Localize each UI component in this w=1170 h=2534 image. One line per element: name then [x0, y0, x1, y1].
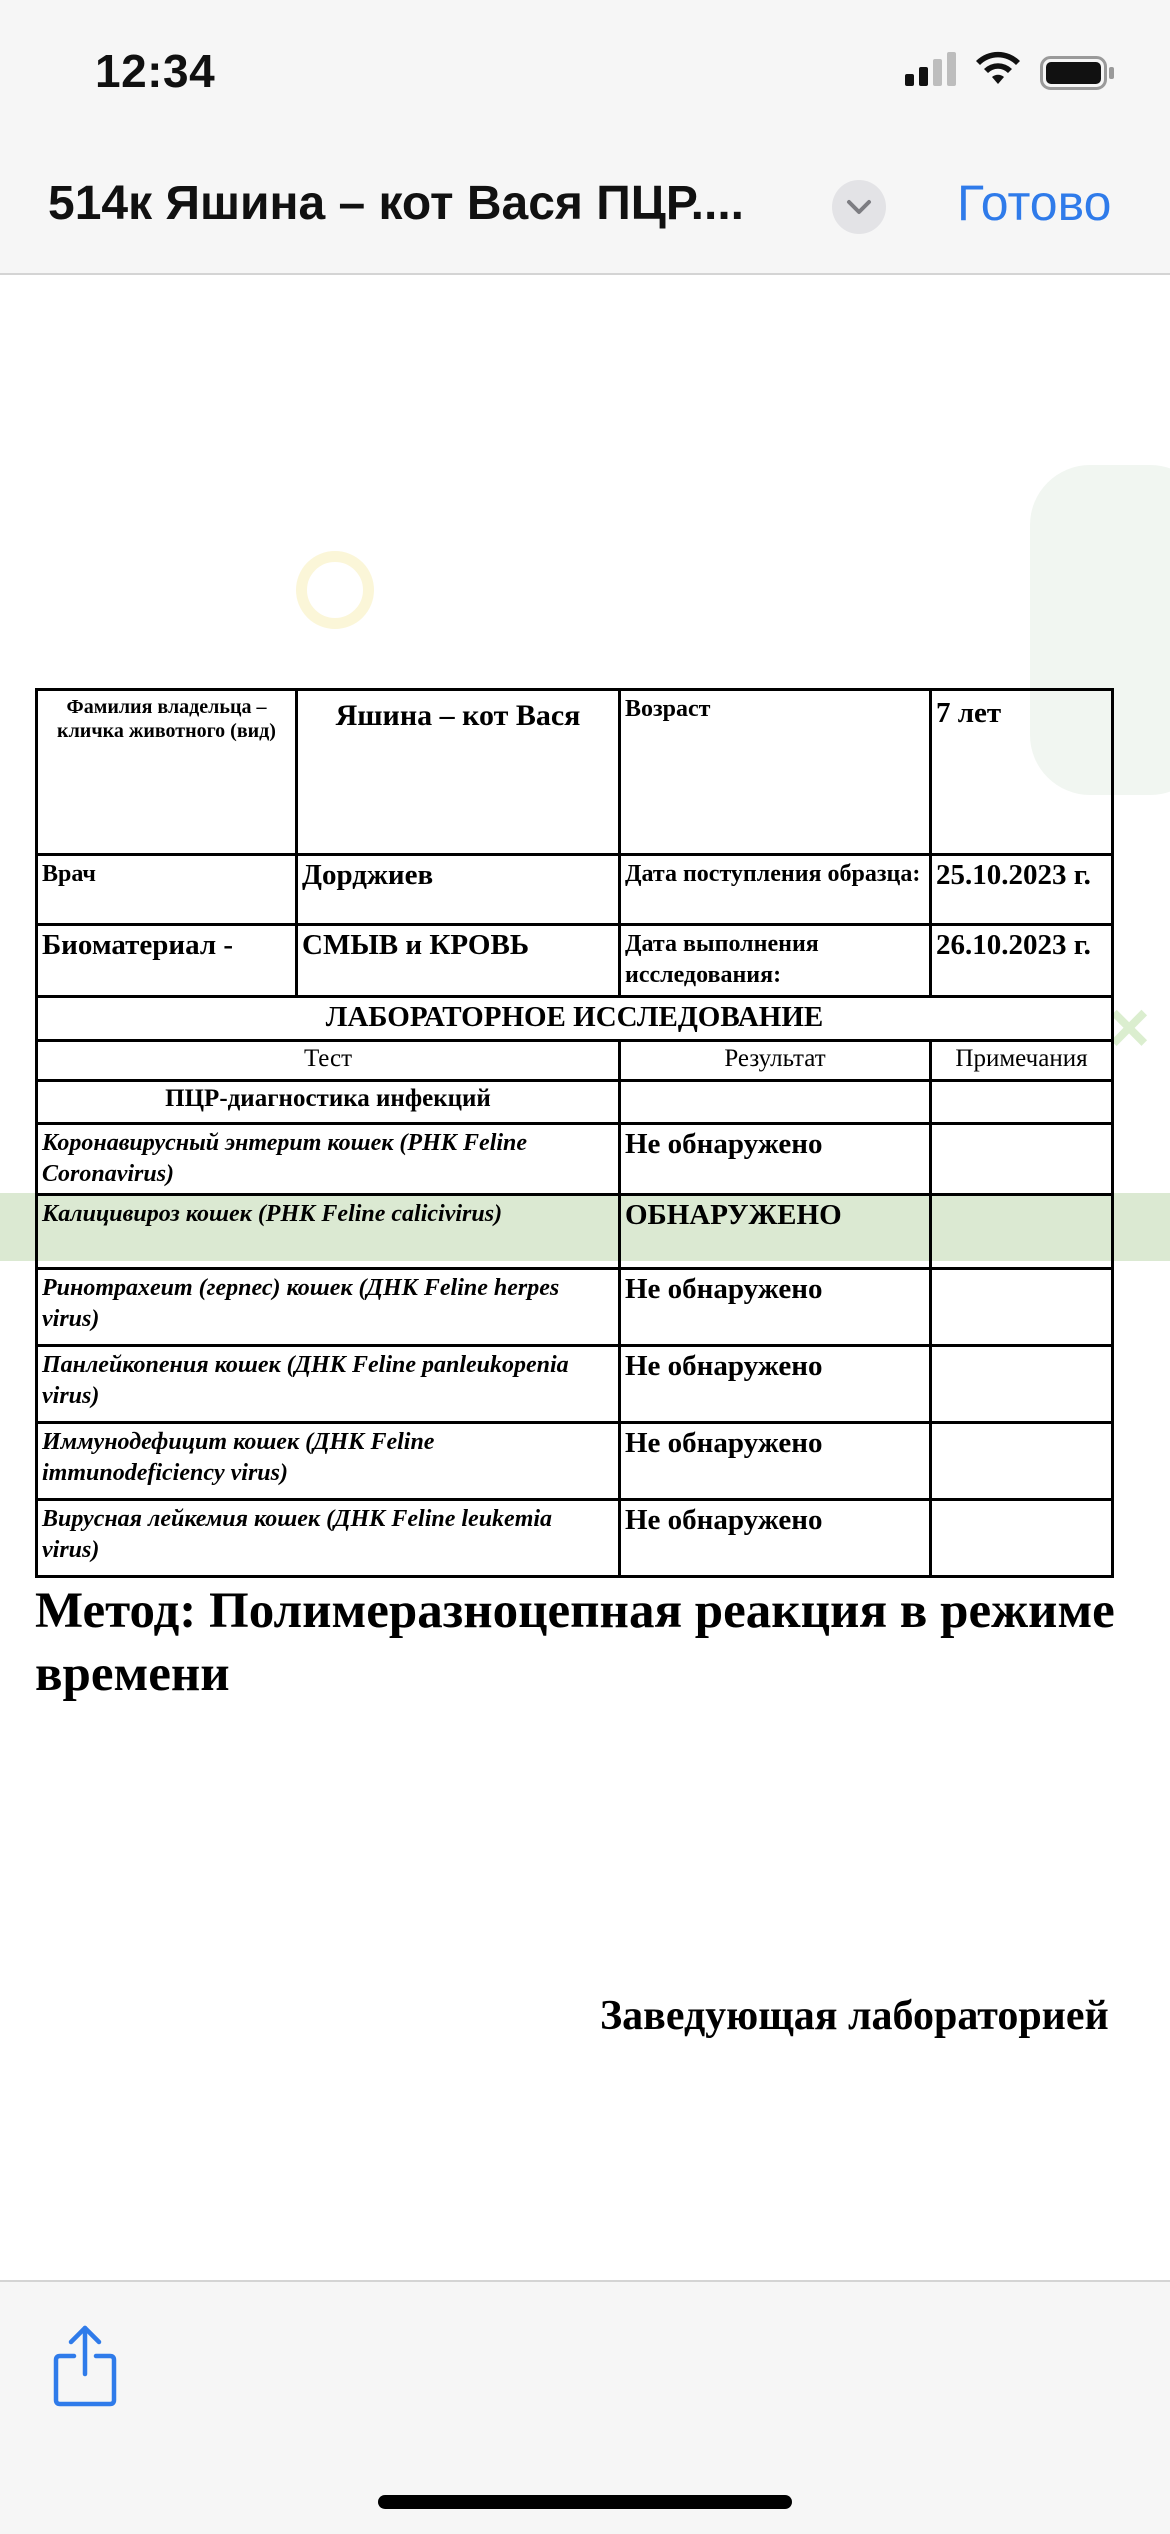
performed-label: Дата выполнения исследования:	[620, 925, 931, 997]
test-note	[931, 1269, 1113, 1346]
document-page[interactable]	[0, 275, 1170, 2280]
doctor-value: Дорджиев	[297, 855, 620, 925]
title-menu-button[interactable]	[832, 180, 886, 234]
document-nav-bar	[0, 140, 1170, 275]
test-note	[931, 1346, 1113, 1423]
chevron-down-icon	[832, 180, 886, 234]
test-result: Не обнаружено	[620, 1423, 931, 1500]
column-header-test: Тест	[37, 1041, 620, 1081]
status-bar	[0, 0, 1170, 140]
document-title[interactable]: 514к Яшина – кот Вася ПЦР....	[48, 177, 744, 230]
test-note	[931, 1423, 1113, 1500]
received-label: Дата поступления образца:	[620, 855, 931, 925]
watermark-cross: ×	[1108, 988, 1151, 1068]
table-row	[37, 855, 1113, 925]
test-result: Не обнаружено	[620, 1346, 931, 1423]
method-text	[35, 1580, 1115, 1706]
share-button[interactable]	[50, 2324, 120, 2413]
table-row	[37, 1423, 1113, 1500]
table-row	[37, 997, 1113, 1041]
table-row	[37, 1081, 1113, 1124]
biomaterial-label: Биоматериал -	[37, 925, 297, 997]
column-header-notes: Примечания	[931, 1041, 1113, 1081]
owner-label: Фамилия владельца – кличка животного (вид)	[37, 690, 297, 855]
lab-results-table	[35, 688, 1114, 1578]
cellular-signal-icon	[905, 52, 959, 86]
wifi-icon	[973, 50, 1023, 86]
table-row	[37, 925, 1113, 997]
home-indicator[interactable]	[378, 2495, 792, 2509]
test-note	[931, 1195, 1113, 1269]
watermark-ring	[296, 551, 374, 629]
test-name: Коронавирусный энтерит кошек (РНК Feline Coronavirus)	[37, 1124, 620, 1195]
method-line-1: Метод: Полимеразноцепная реакция в режиме	[35, 1583, 1115, 1639]
test-note	[931, 1124, 1113, 1195]
table-row	[37, 690, 1113, 855]
test-name: Вирусная лейкемия кошек (ДНК Feline leukemia virus)	[37, 1500, 620, 1577]
received-date: 25.10.2023 г.	[931, 855, 1113, 925]
test-name: Калицивироз кошек (РНК Feline calicivirus)	[37, 1195, 620, 1269]
done-button[interactable]: Готово	[957, 175, 1112, 231]
method-line-2: времени	[35, 1646, 230, 1702]
status-time: 12:34	[95, 45, 216, 97]
test-name: Панлейкопения кошек (ДНК Feline panleukopenia virus)	[37, 1346, 620, 1423]
table-row	[37, 1500, 1113, 1577]
column-header-result: Результат	[620, 1041, 931, 1081]
age-value: 7 лет	[931, 690, 1113, 855]
test-name: Ринотрахеит (герпес) кошек (ДНК Feline herpes virus)	[37, 1269, 620, 1346]
table-row-highlighted	[37, 1195, 1113, 1269]
table-row	[37, 1346, 1113, 1423]
table-row	[37, 1269, 1113, 1346]
age-label: Возраст	[620, 690, 931, 855]
owner-value: Яшина – кот Вася	[297, 690, 620, 855]
doctor-label: Врач	[37, 855, 297, 925]
table-header-row	[37, 1041, 1113, 1081]
bottom-toolbar	[0, 2280, 1170, 2534]
biomaterial-value: СМЫВ и КРОВЬ	[297, 925, 620, 997]
share-icon	[50, 2324, 120, 2408]
group-note-cell	[931, 1081, 1113, 1124]
test-name: Иммунодефицит кошек (ДНК Feline immunodeficiency virus)	[37, 1423, 620, 1500]
group-title: ПЦР-диагностика инфекций	[37, 1081, 620, 1124]
test-result: ОБНАРУЖЕНО	[620, 1195, 931, 1269]
group-result-cell	[620, 1081, 931, 1124]
table-row	[37, 1124, 1113, 1195]
test-result: Не обнаружено	[620, 1500, 931, 1577]
test-result: Не обнаружено	[620, 1124, 931, 1195]
test-result: Не обнаружено	[620, 1269, 931, 1346]
performed-date: 26.10.2023 г.	[931, 925, 1113, 997]
test-note	[931, 1500, 1113, 1577]
battery-icon	[1040, 56, 1116, 90]
head-of-lab-label: Заведующая лабораторией	[600, 1993, 1109, 2039]
section-title: ЛАБОРАТОРНОЕ ИССЛЕДОВАНИЕ	[37, 997, 1113, 1041]
